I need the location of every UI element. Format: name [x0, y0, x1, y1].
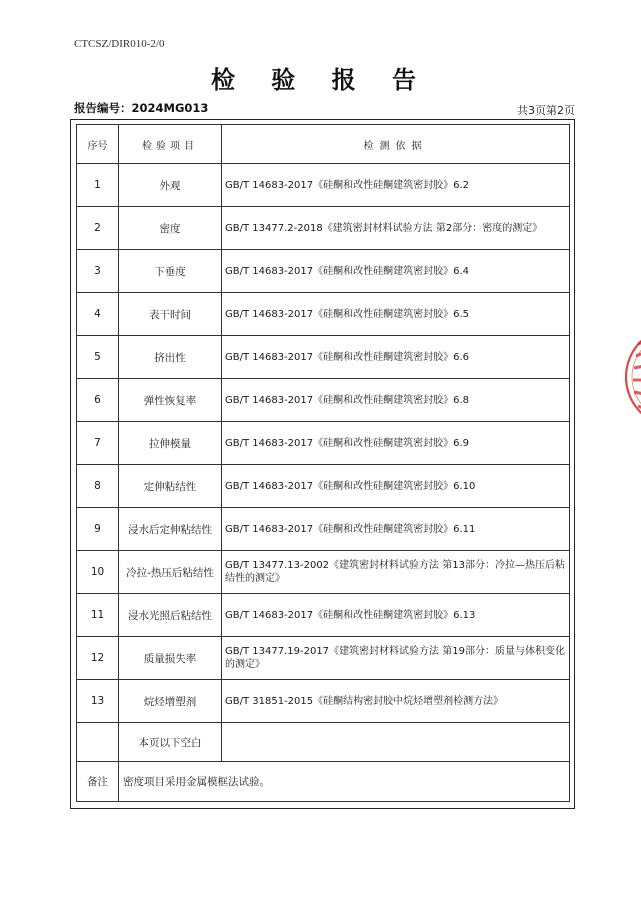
row-item: 下垂度	[119, 250, 222, 293]
row-item: 烷烃增塑剂	[119, 680, 222, 723]
blank-no-cell	[77, 723, 119, 762]
blank-note: 本页以下空白	[119, 723, 222, 762]
remark-row	[77, 762, 570, 802]
row-basis: GB/T 13477.19-2017《建筑密封材料试验方法 第19部分：质量与体积变化的测定》	[222, 637, 570, 680]
row-basis: GB/T 14683-2017《硅酮和改性硅酮建筑密封胶》6.6	[222, 336, 570, 379]
row-basis: GB/T 13477.2-2018《建筑密封材料试验方法 第2部分：密度的测定》	[222, 207, 570, 250]
row-no: 5	[77, 336, 119, 379]
table-row	[77, 336, 570, 379]
table-row	[77, 637, 570, 680]
row-item: 表干时间	[119, 293, 222, 336]
table-row	[77, 250, 570, 293]
row-no: 12	[77, 637, 119, 680]
row-item: 弹性恢复率	[119, 379, 222, 422]
row-no: 7	[77, 422, 119, 465]
table-row	[77, 594, 570, 637]
row-no: 3	[77, 250, 119, 293]
row-no: 6	[77, 379, 119, 422]
blank-basis-cell	[222, 723, 570, 762]
row-no: 4	[77, 293, 119, 336]
table-row	[77, 422, 570, 465]
header-basis: 检测依据	[222, 125, 570, 164]
table-row	[77, 164, 570, 207]
row-no: 2	[77, 207, 119, 250]
row-item: 拉伸模量	[119, 422, 222, 465]
table-row	[77, 207, 570, 250]
table-row	[77, 508, 570, 551]
table-row	[77, 293, 570, 336]
row-no: 9	[77, 508, 119, 551]
row-basis: GB/T 13477.13-2002《建筑密封材料试验方法 第13部分：冷拉—热压后粘结性的测定》	[222, 551, 570, 594]
row-item: 挤出性	[119, 336, 222, 379]
report-number: 报告编号：2024MG013	[74, 101, 209, 115]
row-no: 10	[77, 551, 119, 594]
table-row	[77, 551, 570, 594]
row-item: 冷拉-热压后粘结性	[119, 551, 222, 594]
row-basis: GB/T 14683-2017《硅酮和改性硅酮建筑密封胶》6.4	[222, 250, 570, 293]
row-basis: GB/T 14683-2017《硅酮和改性硅酮建筑密封胶》6.13	[222, 594, 570, 637]
report-title: 检 验 报 告	[210, 66, 431, 94]
row-basis: GB/T 14683-2017《硅酮和改性硅酮建筑密封胶》6.11	[222, 508, 570, 551]
remark-text: 密度项目采用金属模框法试验。	[119, 762, 570, 802]
table-header-row	[77, 125, 570, 164]
row-basis: GB/T 14683-2017《硅酮和改性硅酮建筑密封胶》6.8	[222, 379, 570, 422]
inspection-table	[76, 124, 570, 802]
red-seal-icon	[608, 322, 641, 432]
row-item: 定伸粘结性	[119, 465, 222, 508]
row-no: 8	[77, 465, 119, 508]
table-row	[77, 379, 570, 422]
row-item: 浸水后定伸粘结性	[119, 508, 222, 551]
header-item: 检验项目	[119, 125, 222, 164]
document-code: CTCSZ/DIR010-2/0	[74, 38, 165, 50]
table-row	[77, 465, 570, 508]
row-item: 浸水光照后粘结性	[119, 594, 222, 637]
row-item: 质量损失率	[119, 637, 222, 680]
row-basis: GB/T 14683-2017《硅酮和改性硅酮建筑密封胶》6.10	[222, 465, 570, 508]
blank-row	[77, 723, 570, 762]
row-basis: GB/T 31851-2015《硅酮结构密封胶中烷烃增塑剂检测方法》	[222, 680, 570, 723]
row-basis: GB/T 14683-2017《硅酮和改性硅酮建筑密封胶》6.5	[222, 293, 570, 336]
row-item: 外观	[119, 164, 222, 207]
row-basis: GB/T 14683-2017《硅酮和改性硅酮建筑密封胶》6.2	[222, 164, 570, 207]
row-no: 1	[77, 164, 119, 207]
row-item: 密度	[119, 207, 222, 250]
remark-label: 备注	[77, 762, 119, 802]
row-no: 11	[77, 594, 119, 637]
row-no: 13	[77, 680, 119, 723]
table-row	[77, 680, 570, 723]
row-basis: GB/T 14683-2017《硅酮和改性硅酮建筑密封胶》6.9	[222, 422, 570, 465]
page-info: 共3页第2页	[517, 104, 575, 117]
header-no: 序号	[77, 125, 119, 164]
